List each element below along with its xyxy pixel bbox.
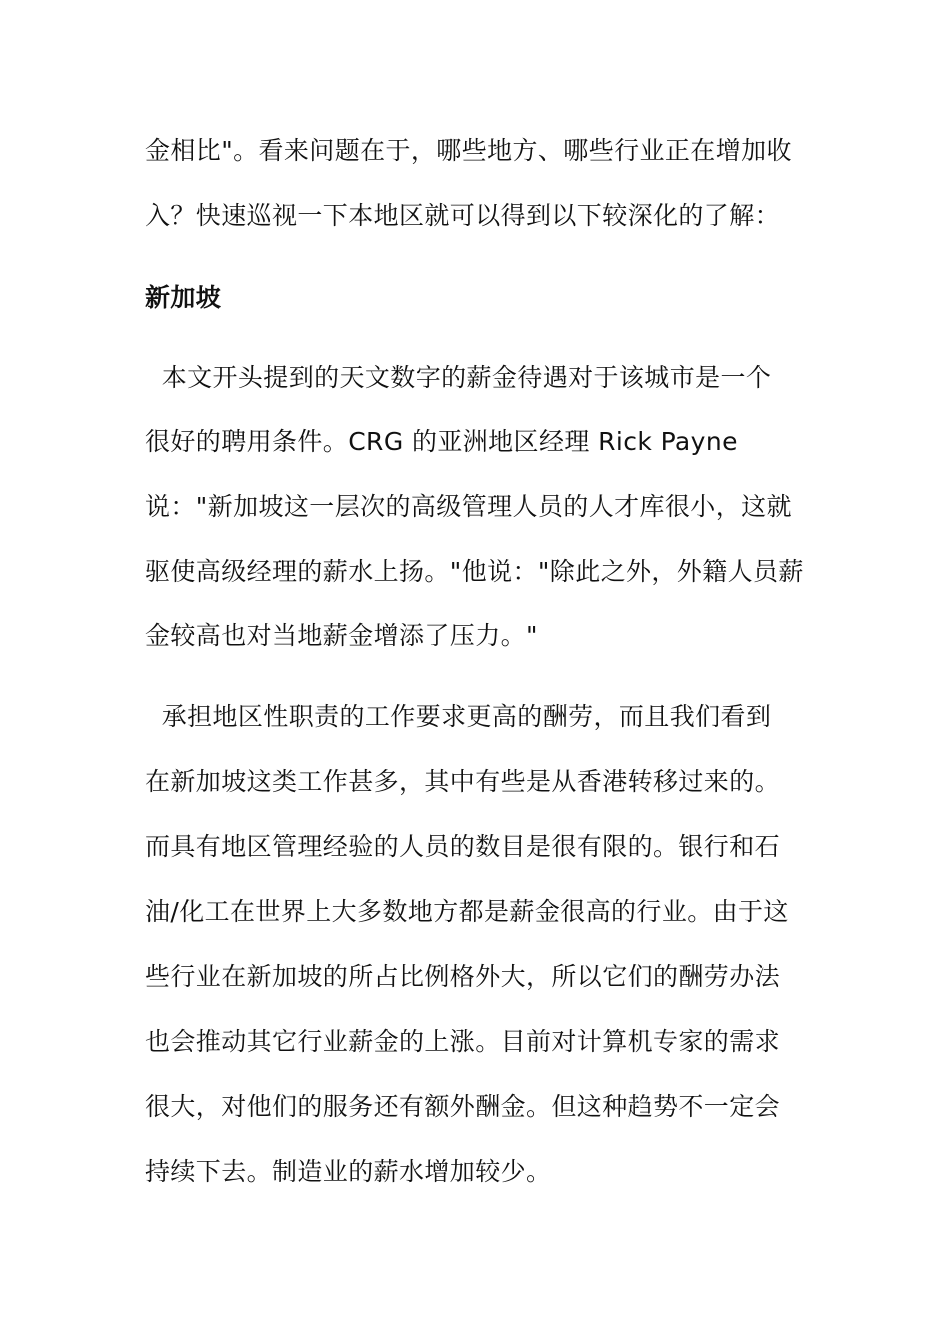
paragraph1-line-2: 很好的聘用条件。CRG 的亚洲地区经理 Rick Payne bbox=[145, 427, 738, 456]
paragraph2-line-8: 持续下去。制造业的薪水增加较少。 bbox=[145, 1157, 552, 1186]
paragraph2-line-6: 也会推动其它行业薪金的上涨。目前对计算机专家的需求 bbox=[145, 1027, 781, 1056]
intro-line-1: 金相比"。看来问题在于，哪些地方、哪些行业正在增加收 bbox=[145, 136, 792, 165]
paragraph2-line-5: 些行业在新加坡的所占比例格外大，所以它们的酬劳办法 bbox=[145, 962, 781, 991]
intro-line-2: 入？快速巡视一下本地区就可以得到以下较深化的了解： bbox=[145, 201, 781, 230]
paragraph2-line-3: 而具有地区管理经验的人员的数目是很有限的。银行和石 bbox=[145, 832, 781, 861]
paragraph1-line-5: 金较高也对当地薪金增添了压力。" bbox=[145, 621, 538, 650]
paragraph2-line-1: 承担地区性职责的工作要求更高的酬劳，而且我们看到 bbox=[145, 702, 772, 731]
paragraph2-line-2: 在新加坡这类工作甚多，其中有些是从香港转移过来的。 bbox=[145, 767, 781, 796]
paragraph2-line-7: 很大，对他们的服务还有额外酬金。但这种趋势不一定会 bbox=[145, 1092, 781, 1121]
section-heading: 新加坡 bbox=[145, 283, 222, 312]
paragraph1-line-3: 说："新加坡这一层次的高级管理人员的人才库很小，这就 bbox=[145, 492, 792, 521]
paragraph1-line-4: 驱使高级经理的薪水上扬。"他说："除此之外，外籍人员薪 bbox=[145, 557, 804, 586]
paragraph2-line-4: 油/化工在世界上大多数地方都是薪金很高的行业。由于这 bbox=[145, 897, 789, 926]
paragraph1-line-1: 本文开头提到的天文数字的薪金待遇对于该城市是一个 bbox=[145, 363, 772, 392]
